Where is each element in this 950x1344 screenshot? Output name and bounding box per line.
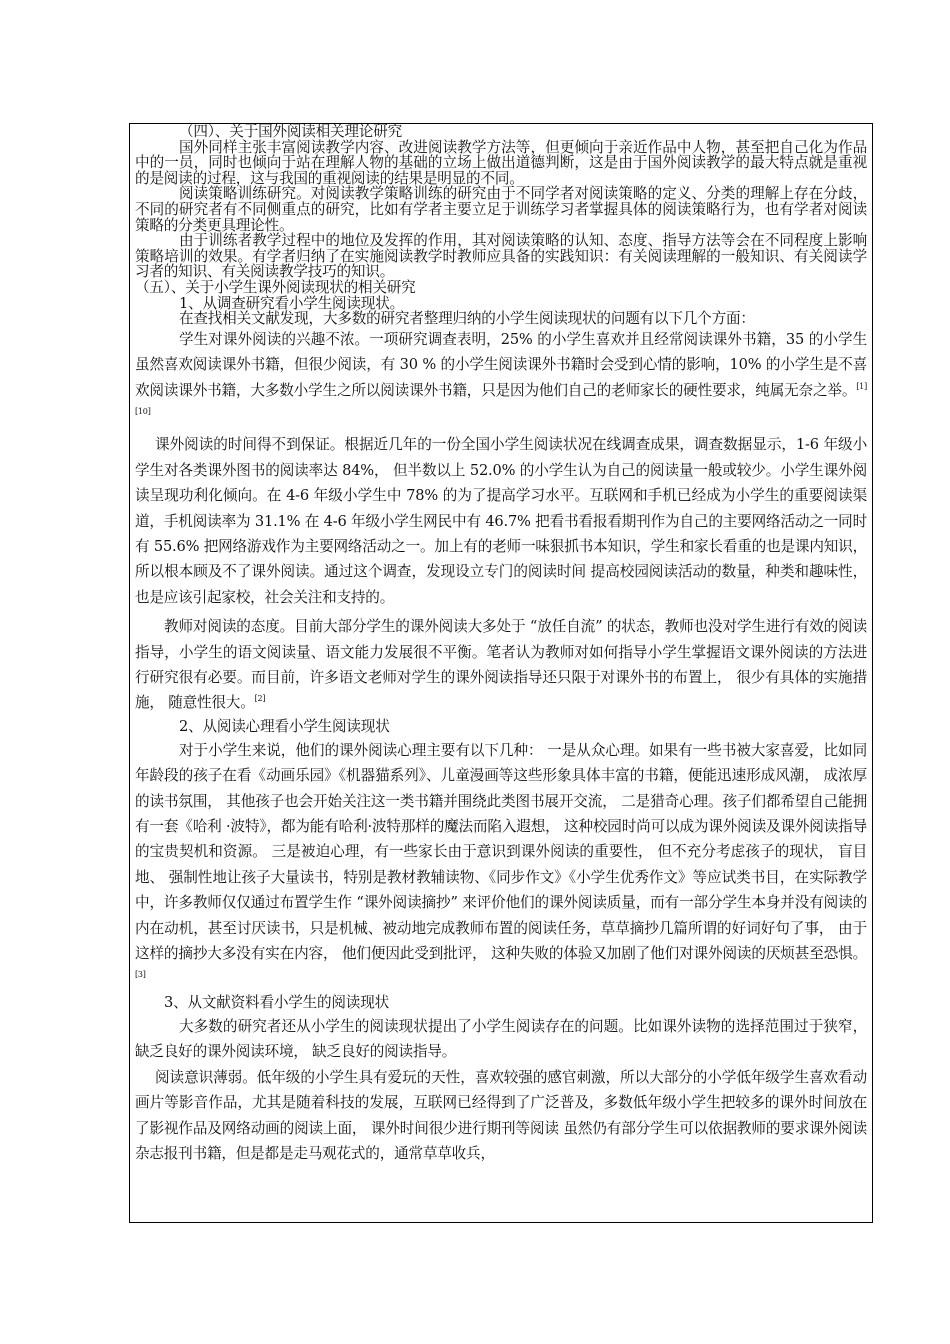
table-cell-frame [129,123,873,1223]
paragraph-psychology-text: 对于小学生来说，他们的课外阅读心理主要有以下几种： 一是从众心理。如果有一些书被大家喜爱，比如同年龄段的孩子在看《动画乐园》《机器猫系列》、儿童漫画等这些形象具体丰富的书籍，便能迅速形成风潮， 成浓厚的读书氛围， 其他孩子也会开始关注这一类书籍并围绕此类图书展开交流， 二是猎奇心理。孩子们都希望自己能拥有一套《哈利 ·波特》，都为能有哈利·波特那样的魔法而陷入遐想， 这种校园时尚可以成为课外阅读及课外阅读指导的宝贵契机和资源。 三是被迫心理，有一些家长由于意识到课外阅读的重要性， 但不充分考虑孩子的现状， 盲目地、 强制性地让孩子大量读书，特别是教材教辅读物、《同步作文》《小学生优秀作文》等应试类书目，在实际教学中，许多教师仅仅通过布置学生作 “课外阅读摘抄” 来评价他们的课外阅读质量，而有一部分学生本身并没有阅读的内在动机，甚至讨厌读书，只是机械、被动地完成教师布置的阅读任务，草草摘抄几篇所谓的好词好句了事， 由于这样的摘抄大多没有实在内容， 他们便因此受到批评， 这种失败的体验又加剧了他们对课外阅读的厌烦甚至恐惧。 [135,741,867,963]
paragraph-awareness: 阅读意识薄弱。低年级的小学生具有爱玩的天性，喜欢较强的感官刺激，所以大部分的小学低年级学生喜欢看动画片等影音作品，尤其是随着科技的发展，互联网已经得到了广泛普及，多数低年级小学生把较多的课外时间放在了影视作品及网络动画的阅读上面， 课外时间很少进行期刊等阅读 虽然仍有部分学生可以依据教师的要求课外阅读杂志报刊书籍，但是都是走马观花式的，通常草草收兵， [135,1068,867,1162]
citation-interest: [1][10] [135,381,867,417]
paragraph-reading-time: 课外阅读的时间得不到保证。根据近几年的一份全国小学生阅读状况在线调查成果，调查数据显示，1-6 年级小学生对各类课外图书的阅读率达 84%， 但半数以上 52.0% 的小学生认为自己的阅读量一般或较少。小学生课外阅读呈现功利化倾向。在 4-6 年级小学生中 78% 的为了提高学习水平。互联网和手机已经成为小学生的重要阅读渠道，手机阅读率为 31.1% 在 4-6 年级小学生网民中有 46.7% 把看书看报看期刊作为自己的主要网络活动之一同时有 55.6% 把网络游戏作为主要网络活动之一。加上有的老师一味狠抓书本知识，学生和家长看重的也是课内知识，所以根本顾及不了课外阅读。通过这个调查，发现设立专门的阅读时间 提高校园阅读活动的数量，种类和趣味性，也是应该引起家校，社会关注和支持的。 [135,436,867,606]
section-foreign-research [135,124,867,327]
paragraph-psychology [135,738,867,992]
paragraph-teacher-attitude [135,614,867,716]
section-status-details [135,327,867,1167]
paragraph-survey-intro: 在查找相关文献发现，大多数的研究者整理归纳的小学生阅读现状的问题有以下几个方面： [179,310,755,328]
heading-psychology: 2、从阅读心理看小学生阅读现状 [179,717,390,735]
heading-survey: 1、从调查研究看小学生阅读现状。 [179,294,404,312]
paragraph-interest-text: 学生对课外阅读的兴趣不浓。一项研究调查表明，25% 的小学生喜欢并且经常阅读课外书籍，35 的小学生虽然喜欢阅读课外书籍，但很少阅读，有 30 % 的小学生阅读课外书籍时会受到心情的影响，10% 的小学生是不喜欢阅读课外书籍，大多数小学生之所以阅读课外书籍，只是因为他们自己的老师家长的硬性要求，纯属无奈之举。 [135,330,867,399]
paragraph-interest [135,327,867,429]
paragraph-foreign-teaching: 国外同样主张丰富阅读教学内容、改进阅读教学方法等，但更倾向于亲近作品中人物，甚至把自己化为作品中的一员，同时也倾向于站在理解人物的基础的立场上做出道德判断，这是由于国外阅读教学的最大特点就是重视的是阅读的过程，这与我国的重视阅读的结果是明显的不同。 [135,138,867,187]
paragraph-teacher-text: 教师对阅读的态度。目前大部分学生的课外阅读大多处于 “放任自流” 的状态，教师也没对学生进行有效的阅读指导，小学生的语文阅读量、语文能力发展很不平衡。笔者认为教师对如何指导小学生掌握语文课外阅读的方法进行研究很有必要。而目前，许多语文老师对学生的课外阅读指导还只限于对课外书的布置上， 很少有具体的实施措施， 随意性很大。 [135,618,867,712]
paragraph-strategy-training: 阅读策略训练研究。对阅读教学策略训练的研究由于不同学者对阅读策略的定义、分类的理解上存在分歧，不同的研究者有不同侧重点的研究，比如有学者主要立足于训练学习者掌握具体的阅读策略行为，也有学者对阅读策略的分类更具理论性。 [135,185,867,234]
paragraph-trainer-role: 由于训练者教学过程中的地位及发挥的作用，其对阅读策略的认知、态度、指导方法等会在不同程度上影响策略培训的效果。有学者归纳了在实施阅读教学时教师应具备的实践知识：有关阅读理解的一般知识、有关阅读学习者的知识、有关阅读教学技巧的知识。 [135,232,867,281]
heading-current-status: （五）、关于小学生课外阅读现状的相关研究 [135,278,416,296]
heading-literature: 3、从文献资料看小学生的阅读现状 [164,993,389,1011]
citation-psychology: [3] [135,970,146,980]
heading-foreign-theory: （四）、关于国外阅读相关理论研究 [179,123,403,140]
citation-teacher: [2] [254,694,266,704]
paragraph-literature: 大多数的研究者还从小学生的阅读现状提出了小学生阅读存在的问题。比如课外读物的选择范围过于狭窄， 缺乏良好的课外阅读环境， 缺乏良好的阅读指导。 [135,1017,867,1061]
